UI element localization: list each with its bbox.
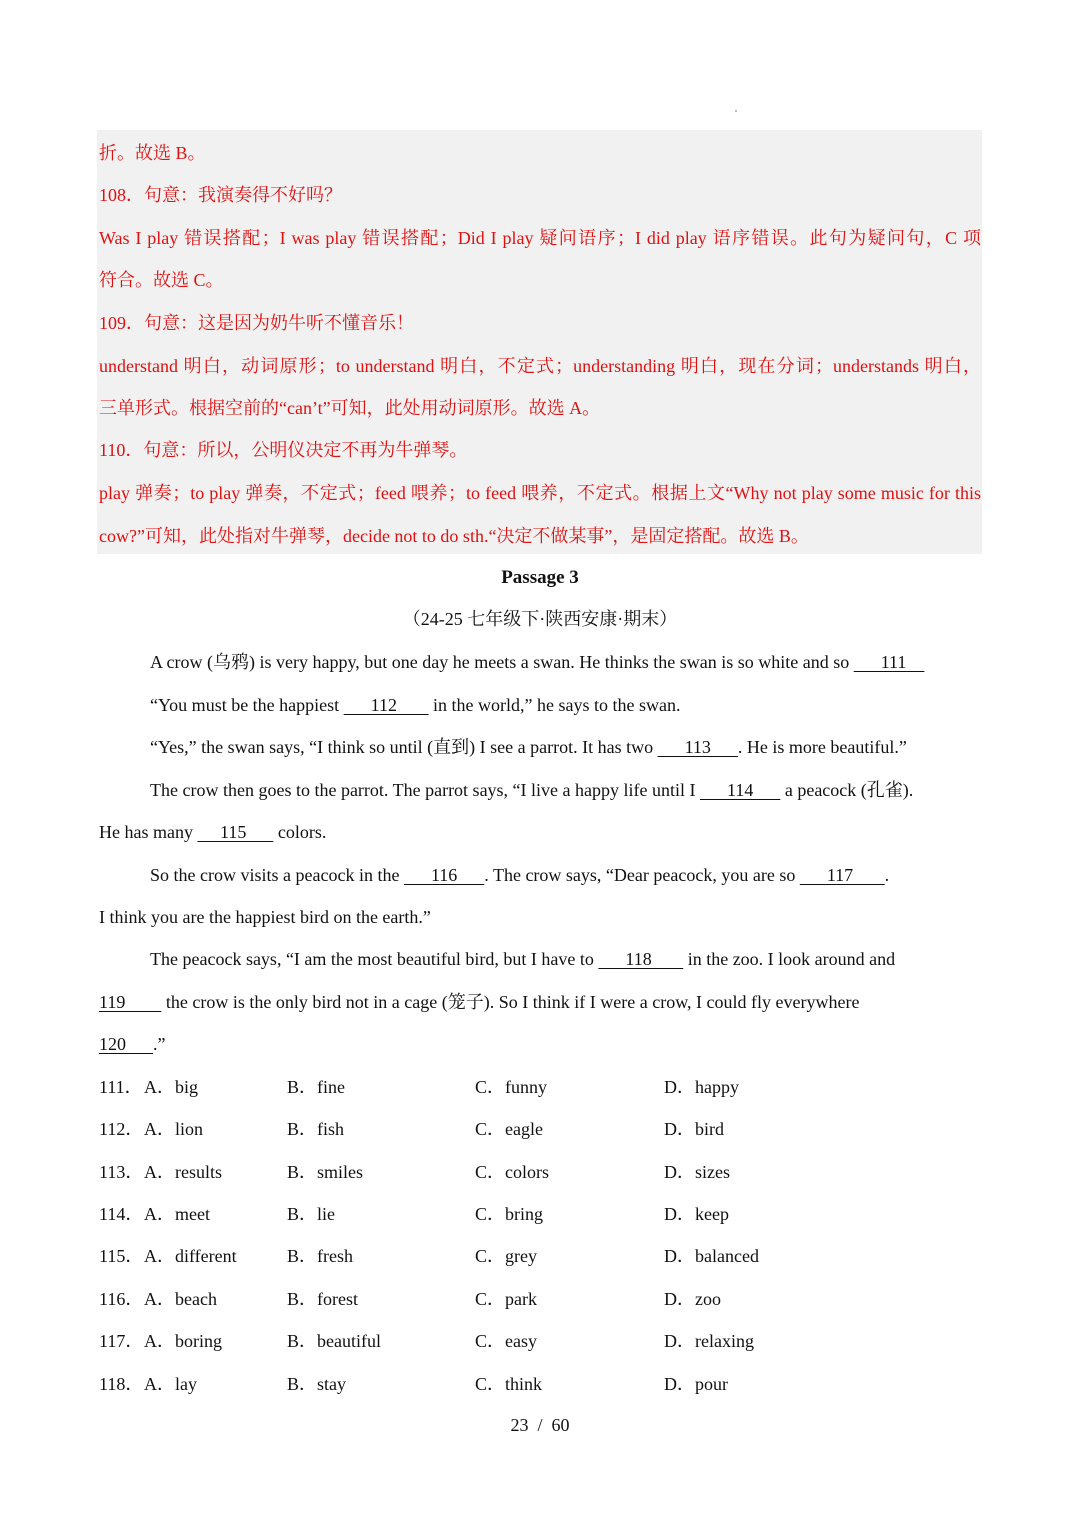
question-number: 114． (99, 1204, 144, 1224)
blank-117: 117 (799, 865, 885, 885)
passage-text: . (884, 865, 890, 885)
option-a: A．boring (144, 1331, 222, 1351)
passage-text: . He is more beautiful.” (737, 737, 907, 757)
passage-text: “Yes,” the swan says, “I think so until (直到) I see a parrot. It has two (150, 737, 658, 757)
answer-line: 109．句意：这是因为奶牛听不懂音乐！ (99, 313, 414, 333)
passage-text: So the crow visits a peacock in the (150, 865, 404, 885)
answer-line: 110．句意：所以，公明仪决定不再为牛弹琴。 (99, 440, 468, 460)
option-d: D．pour (664, 1374, 728, 1394)
option-b: B．beautiful (287, 1331, 381, 1351)
blank-119: 119 (99, 992, 162, 1012)
option-b: B．fine (287, 1077, 345, 1097)
option-d: D．balanced (664, 1246, 759, 1266)
question-options-115 (99, 1243, 979, 1269)
question-number: 115． (99, 1246, 144, 1266)
passage-text: .” (153, 1034, 166, 1054)
option-c: C．funny (475, 1077, 547, 1097)
passage-text: The crow then goes to the parrot. The parrot says, “I live a happy life until I (150, 780, 700, 800)
passage-line (150, 734, 907, 760)
passage-text: The peacock says, “I am the most beautiful bird, but I have to (150, 949, 599, 969)
question-options-116 (99, 1286, 979, 1312)
option-b: B．fresh (287, 1246, 353, 1266)
passage-text: A crow (乌鸦) is very happy, but one day he meets a swan. He thinks the swan is so white and so (150, 652, 854, 672)
option-b: B．stay (287, 1374, 347, 1394)
passage-line (99, 819, 326, 845)
question-options-118 (99, 1371, 979, 1397)
blank-113: 113 (657, 737, 738, 757)
option-c: C．bring (475, 1204, 544, 1224)
question-options-114 (99, 1201, 979, 1227)
blank-118: 118 (598, 949, 684, 969)
passage-line (99, 904, 431, 930)
option-b: B．lie (287, 1204, 335, 1224)
blank-114: 114 (700, 780, 781, 800)
option-c: C．grey (475, 1246, 537, 1266)
passage-text: a peacock (孔雀). (780, 780, 914, 800)
page-mark (735, 110, 737, 112)
answer-line: 三单形式。根据空前的“can’t”可知，此处用动词原形。故选 A。 (99, 398, 601, 418)
question-number: 111． (99, 1077, 143, 1097)
answer-line: 折。故选 B。 (99, 143, 206, 163)
passage-text: He has many (99, 822, 198, 842)
question-number: 117． (99, 1331, 144, 1351)
passage-text: . The crow says, “Dear peacock, you are so (484, 865, 800, 885)
option-a: A．different (144, 1246, 237, 1266)
passage-text: “You must be the happiest (150, 695, 344, 715)
passage-line (150, 777, 913, 803)
passage-line (150, 649, 982, 675)
blank-120: 120 (99, 1034, 153, 1054)
answer-line: 符合。故选 C。 (99, 270, 224, 290)
passage-text: in the world,” he says to the swan. (428, 695, 681, 715)
answer-line: 108．句意：我演奏得不好吗？ (99, 185, 342, 205)
option-b: B．fish (287, 1119, 345, 1139)
answer-line: Was I play 错误搭配；I was play 错误搭配；Did I play 疑问语序；I did play 语序错误。此句为疑问句，C 项 (99, 228, 981, 248)
question-options-112 (99, 1116, 979, 1142)
question-options-117 (99, 1328, 979, 1354)
passage-line (150, 946, 895, 972)
option-a: A．big (144, 1077, 198, 1097)
option-c: C．easy (475, 1331, 537, 1351)
option-d: D．bird (664, 1119, 724, 1139)
option-a: A．beach (144, 1289, 217, 1309)
option-d: D．happy (664, 1077, 739, 1097)
option-c: C．colors (475, 1162, 549, 1182)
passage-text: colors. (273, 822, 327, 842)
answer-line: play 弹奏；to play 弹奏，不定式；feed 喂养；to feed 喂养，不定式。根据上文“Why not play some music for this (99, 483, 981, 503)
passage-text: in the zoo. I look around and (683, 949, 896, 969)
passage-text: I think you are the happiest bird on the earth.” (99, 907, 431, 927)
question-number: 112． (99, 1119, 144, 1139)
option-d: D．zoo (664, 1289, 721, 1309)
option-b: B．forest (287, 1289, 358, 1309)
question-number: 113． (99, 1162, 144, 1182)
option-d: D．sizes (664, 1162, 730, 1182)
passage-title: Passage 3 (501, 567, 579, 588)
passage-line (99, 1031, 166, 1057)
passage-source: （24-25 七年级下·陕西安康·期末） (402, 609, 678, 629)
question-number: 118． (99, 1374, 144, 1394)
option-b: B．smiles (287, 1162, 364, 1182)
question-options-111 (99, 1074, 979, 1100)
passage-line (150, 862, 889, 888)
answer-line: understand 明白，动词原形；to understand 明白，不定式；understanding 明白，现在分词；understands 明白， (99, 356, 981, 376)
blank-111: 111 (853, 652, 925, 672)
passage-text: the crow is the only bird not in a cage (笼子). So I think if I were a crow, I could fly everywhere (161, 992, 860, 1012)
blank-116: 116 (403, 865, 485, 885)
option-c: C．park (475, 1289, 537, 1309)
blank-112: 112 (343, 695, 429, 715)
page-number: 23 / 60 (510, 1415, 570, 1435)
option-a: A．results (144, 1162, 222, 1182)
question-options-113 (99, 1159, 979, 1185)
option-a: A．lion (144, 1119, 204, 1139)
blank-115: 115 (197, 822, 274, 842)
option-a: A．meet (144, 1204, 210, 1224)
passage-line (99, 989, 859, 1015)
answer-line: cow?”可知，此处指对牛弹琴，decide not to do sth.“决定不做某事”，是固定搭配。故选 B。 (99, 526, 809, 546)
option-a: A．lay (144, 1374, 197, 1394)
passage-line (150, 692, 680, 718)
option-c: C．think (475, 1374, 543, 1394)
question-number: 116． (99, 1289, 144, 1309)
option-d: D．relaxing (664, 1331, 754, 1351)
option-c: C．eagle (475, 1119, 543, 1139)
option-d: D．keep (664, 1204, 729, 1224)
